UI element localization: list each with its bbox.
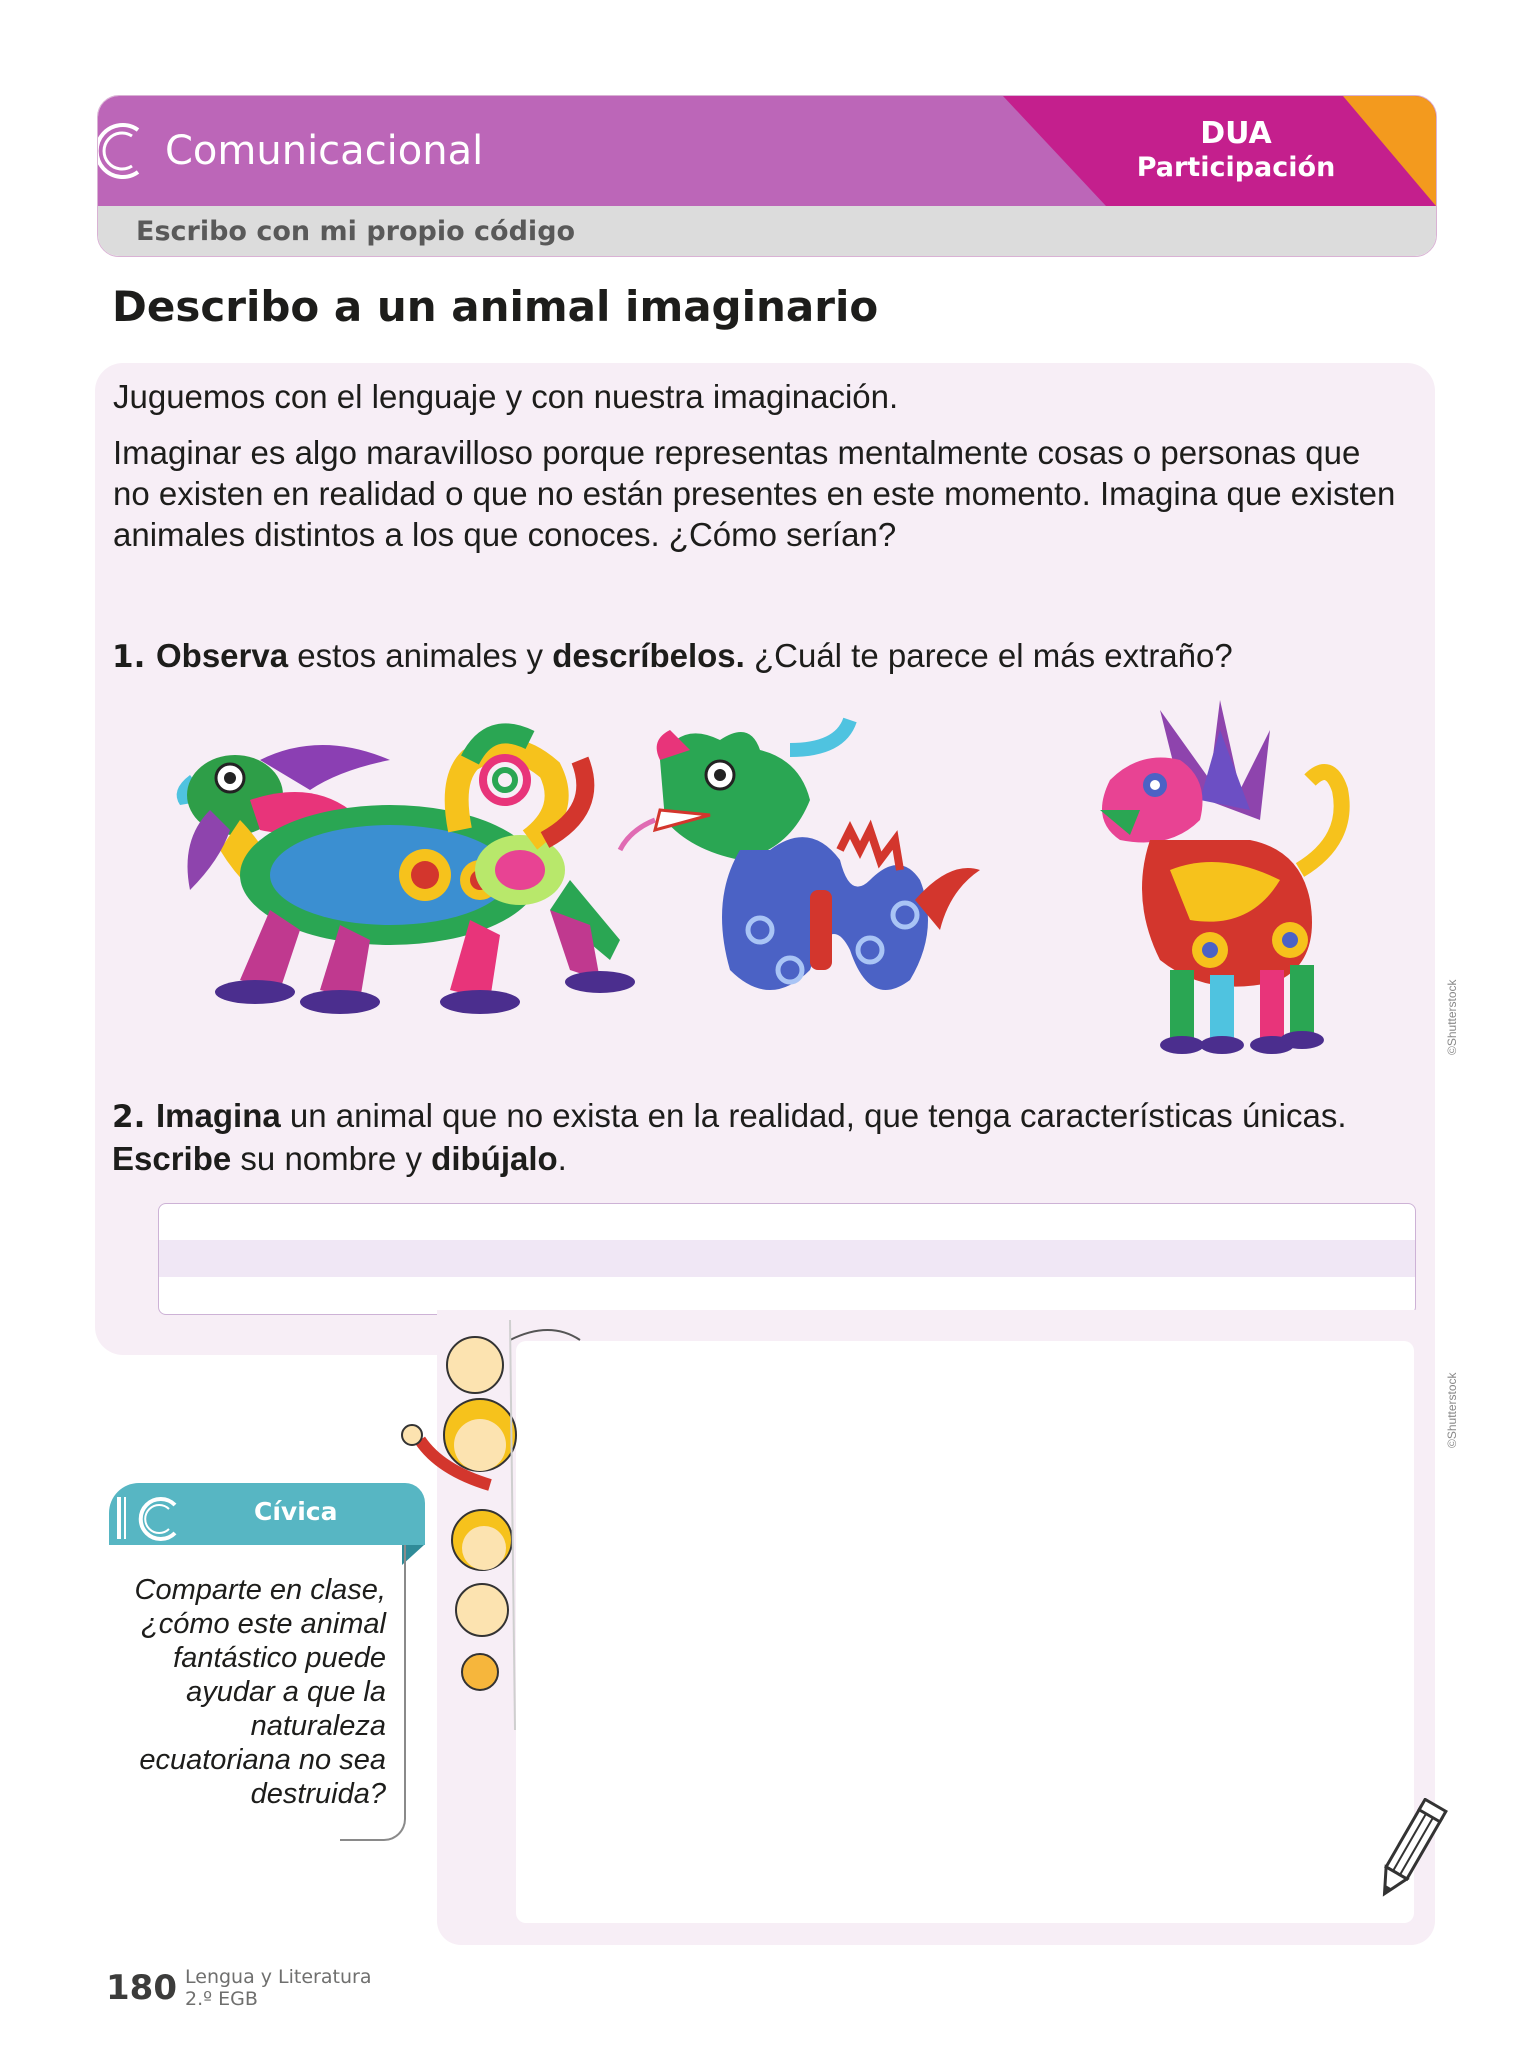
dua-badge-title: DUA — [1200, 116, 1272, 151]
alebrije-winged-cat-illustration — [1100, 700, 1342, 1054]
question-verb: Observa — [156, 637, 289, 674]
animal-name-writing-field[interactable] — [158, 1203, 1416, 1315]
civica-ic-icon — [109, 1491, 189, 1543]
writing-line-band — [159, 1240, 1415, 1277]
pencil-icon — [1368, 1798, 1448, 1908]
footer-grade: 2.º EGB — [185, 1988, 258, 2010]
question-verb: descríbelos. — [552, 637, 745, 674]
photo-credit: ©Shutterstock — [1445, 1372, 1459, 1448]
question-text: su nombre y — [231, 1140, 432, 1177]
drawing-area[interactable] — [516, 1341, 1414, 1923]
alebrije-dragon-illustration — [620, 720, 980, 990]
civica-label: Cívica — [254, 1497, 338, 1526]
section-label: Escribo con mi propio código — [136, 216, 576, 247]
question-number: 1. — [112, 639, 146, 675]
intro-paragraph-2: Imaginar es algo maravilloso porque representas mentalmente cosas o personas que no existen en realidad o que no están presentes en este momento. Imagina que existen animales distintos a los que conoces. ¿Cómo serían? — [113, 434, 1396, 553]
question-2 — [112, 1095, 1422, 1179]
civica-tab — [109, 1483, 425, 1545]
question-text: estos animales y — [288, 637, 553, 674]
question-number: 2. — [112, 1099, 146, 1135]
area-title: Comunicacional — [165, 128, 484, 174]
question-verb: Escribe — [112, 1140, 232, 1177]
alebrije-lizard-illustration — [177, 733, 635, 1014]
question-text: ¿Cuál te parece el más extraño? — [744, 637, 1233, 674]
question-text: . — [557, 1140, 567, 1177]
area-letter-c-icon — [98, 116, 144, 186]
photo-credit: ©Shutterstock — [1445, 979, 1459, 1055]
header-banner — [97, 95, 1437, 257]
intro-paragraph-1: Juguemos con el lenguaje y con nuestra imaginación. — [113, 378, 899, 415]
footer-subject: Lengua y Literatura — [185, 1966, 372, 1988]
question-verb: Imagina — [156, 1097, 281, 1134]
question-text: un animal que no exista en la realidad, que tenga características únicas. — [280, 1097, 1347, 1134]
dua-badge-subtitle: Participación — [1136, 152, 1336, 183]
alebrije-animals-illustration — [150, 700, 1440, 1080]
lesson-title: Describo a un animal imaginario — [112, 282, 879, 331]
question-1 — [112, 635, 1233, 678]
page-number: 180 — [106, 1968, 177, 2008]
civica-prompt: Comparte en clase, ¿cómo este animal fantástico puede ayudar a que la naturaleza ecuatoriana no sea destruida? — [134, 1574, 386, 1810]
question-verb: dibújalo — [431, 1140, 558, 1177]
